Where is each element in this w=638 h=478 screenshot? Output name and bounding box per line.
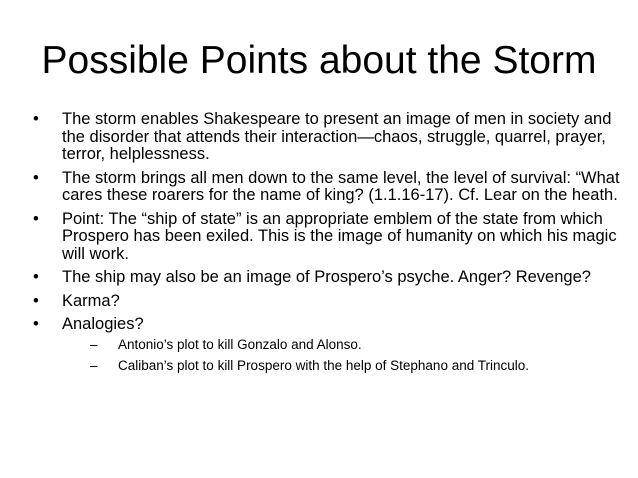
bullet-text: Analogies? — [62, 315, 144, 333]
bullet-item — [33, 269, 623, 287]
sub-bullet-text: Antonio’s plot to kill Gonzalo and Alonso. — [118, 336, 362, 352]
sub-bullet-text: Caliban’s plot to kill Prospero with the help of Stephano and Trinculo. — [118, 357, 529, 373]
bullet-text: Point: The “ship of state” is an appropriate emblem of the state from which Prospero has been exiled. This is the image of humanity on which his magic will work. — [62, 209, 617, 263]
bullet-icon: • — [33, 268, 39, 286]
bullet-item — [33, 211, 623, 264]
bullet-item — [33, 170, 623, 205]
bullet-text: The ship may also be an image of Prospero’s psyche. Anger? Revenge? — [62, 268, 591, 286]
bullet-icon: • — [33, 209, 39, 228]
sub-bullet-item — [90, 357, 623, 374]
bullet-text: The storm brings all men down to the same level, the level of survival: “What cares these roarers for the name of king? (1.1.16-17). Cf. Lear on the heath. — [62, 168, 620, 204]
slide-title: Possible Points about the Storm — [41, 39, 597, 82]
sub-bullet-item — [90, 336, 623, 353]
bullet-icon: • — [33, 291, 39, 310]
bullet-icon: • — [33, 315, 39, 333]
bullet-item — [33, 316, 623, 374]
dash-icon: – — [90, 336, 98, 352]
bullet-icon: • — [33, 110, 39, 128]
bullet-text: The storm enables Shakespeare to present an image of men in society and the disorder that attends their interaction—chaos, struggle, quarrel, prayer, terror, helplessness. — [62, 110, 612, 163]
sub-bullet-list — [62, 336, 623, 374]
dash-icon: – — [90, 357, 98, 373]
bullet-icon: • — [33, 168, 39, 187]
bullet-item — [33, 293, 623, 311]
bullet-text: Karma? — [62, 291, 120, 310]
bullet-list — [33, 111, 623, 380]
bullet-item — [33, 111, 623, 164]
